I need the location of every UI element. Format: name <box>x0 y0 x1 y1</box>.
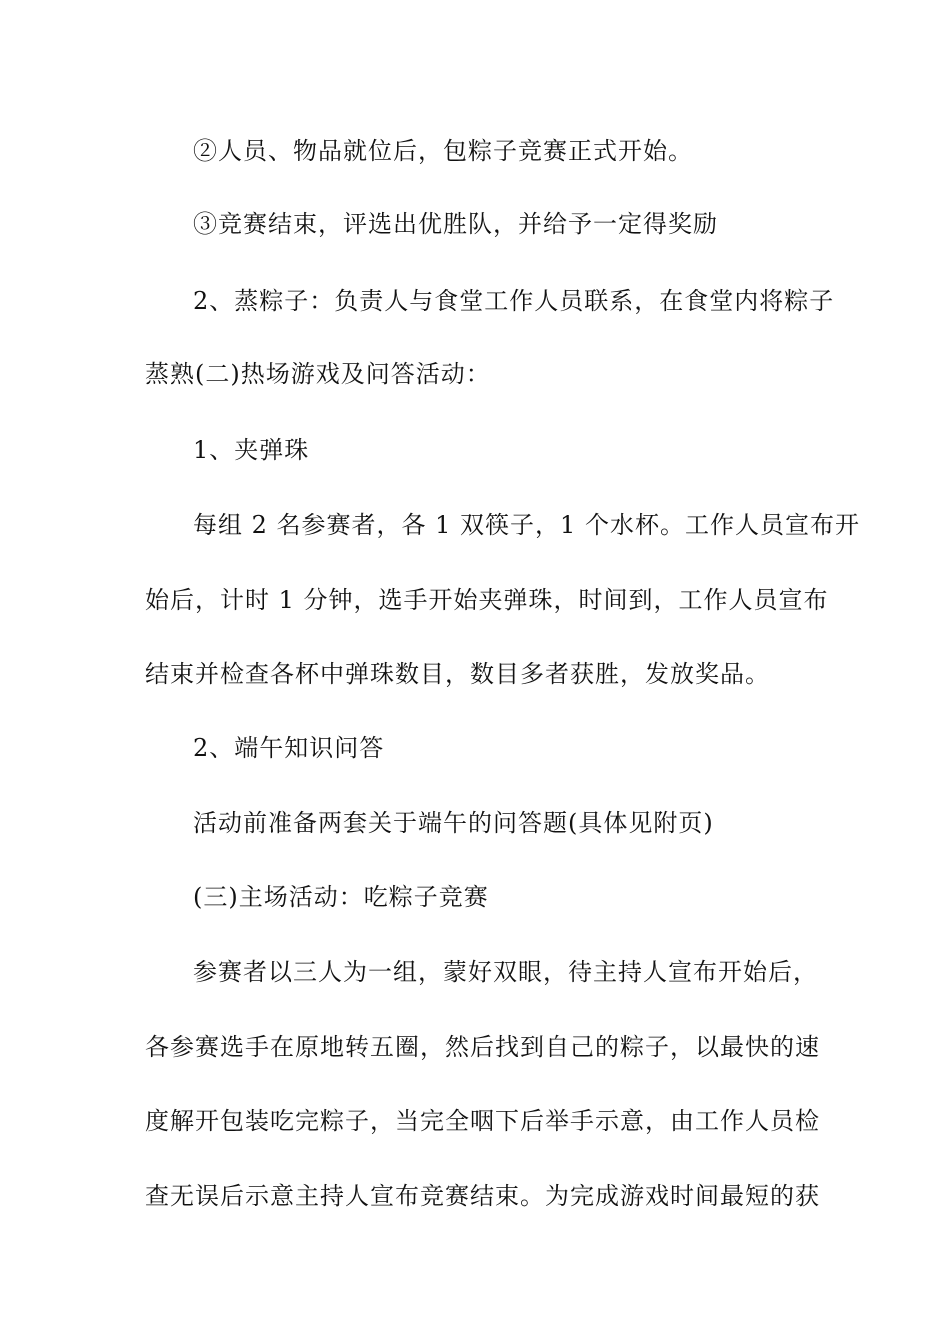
paragraph-line: 2、蒸粽子：负责人与食堂工作人员联系，在食堂内将粽子 <box>193 287 835 315</box>
paragraph-line: ③竞赛结束，评选出优胜队，并给予一定得奖励 <box>193 210 718 238</box>
paragraph-line: 结束并检查各杯中弹珠数目，数目多者获胜，发放奖品。 <box>145 660 770 688</box>
paragraph-line: 每组 2 名参赛者，各 1 双筷子，1 个水杯。工作人员宣布开 <box>193 511 860 539</box>
paragraph-line: 蒸熟(二)热场游戏及问答活动： <box>145 360 491 388</box>
section-heading: (三)主场活动：吃粽子竞赛 <box>193 883 489 911</box>
paragraph-line: 度解开包装吃完粽子，当完全咽下后举手示意，由工作人员检 <box>145 1107 820 1135</box>
paragraph-line: 始后，计时 1 分钟，选手开始夹弹珠，时间到，工作人员宣布 <box>145 586 829 614</box>
section-heading: 2、端午知识问答 <box>193 734 385 762</box>
paragraph-line: 参赛者以三人为一组，蒙好双眼，待主持人宣布开始后， <box>193 958 818 986</box>
paragraph-line: 活动前准备两套关于端午的问答题(具体见附页) <box>193 809 714 837</box>
paragraph-line: ②人员、物品就位后，包粽子竞赛正式开始。 <box>193 137 693 165</box>
paragraph-line: 各参赛选手在原地转五圈，然后找到自己的粽子，以最快的速 <box>145 1033 820 1061</box>
paragraph-line: 查无误后示意主持人宣布竞赛结束。为完成游戏时间最短的获 <box>145 1182 820 1210</box>
section-heading: 1、夹弹珠 <box>193 436 310 464</box>
